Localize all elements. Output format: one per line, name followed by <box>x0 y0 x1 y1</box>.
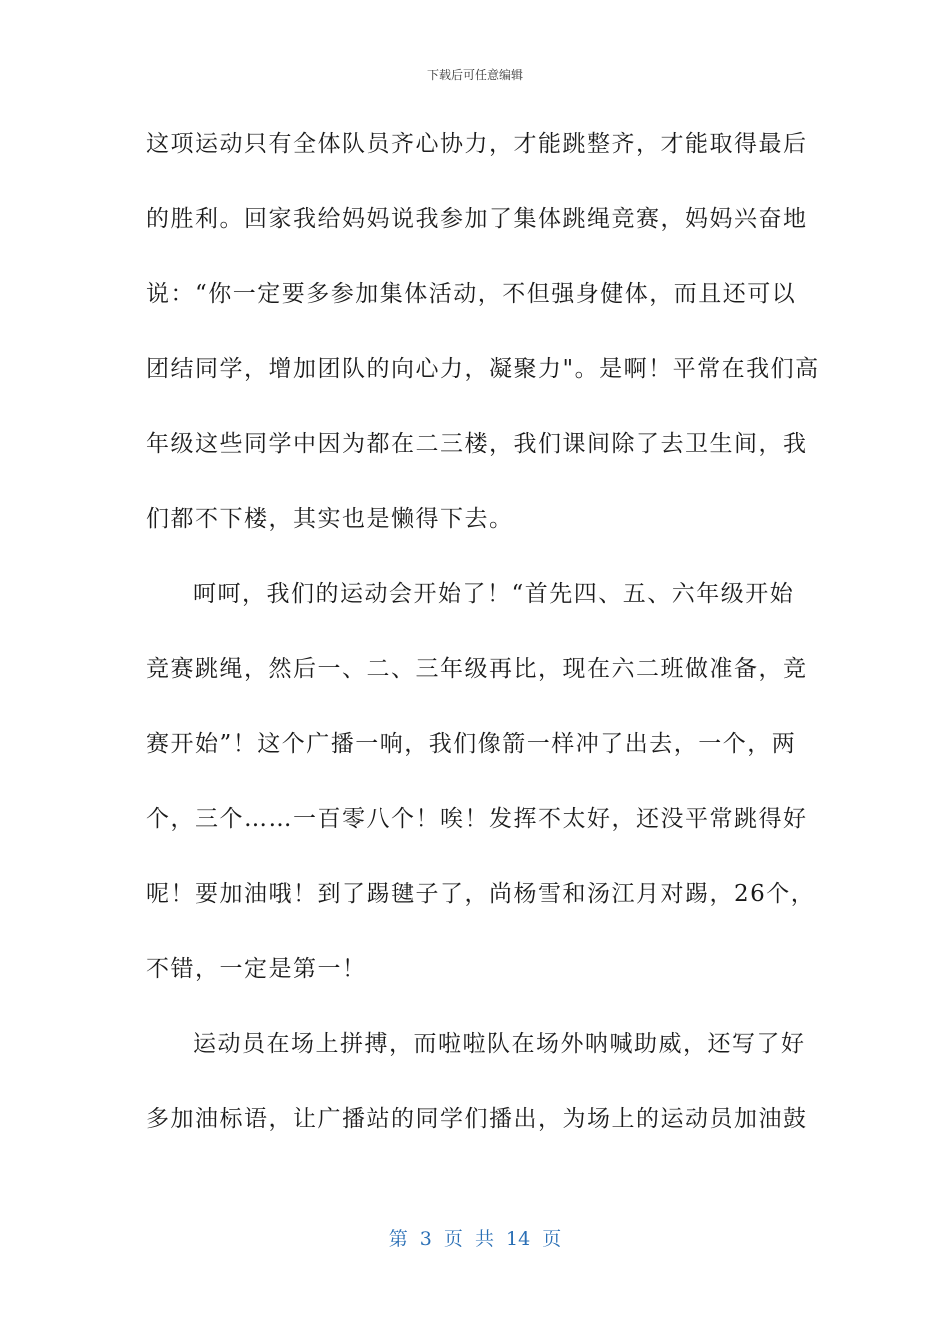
page-number-footer: 第 3 页 共 14 页 <box>388 1228 562 1250</box>
text-line: 说：“你一定要多参加集体活动，不但强身健体，而且还可以 <box>146 281 797 307</box>
text-line: 多加油标语，让广播站的同学们播出，为场上的运动员加油鼓 <box>146 1106 808 1132</box>
text-line: 个，三个……一百零八个！唉！发挥不太好，还没平常跳得好 <box>146 806 808 832</box>
text-line: 这项运动只有全体队员齐心协力，才能跳整齐，才能取得最后 <box>146 131 808 157</box>
text-line: 竞赛跳绳，然后一、二、三年级再比，现在六二班做准备，竞 <box>146 656 808 682</box>
text-line: 团结同学，增加团队的向心力，凝聚力"。是啊！平常在我们高 <box>146 356 820 382</box>
text-line: 年级这些同学中因为都在二三楼，我们课间除了去卫生间，我 <box>146 431 808 457</box>
text-line: 们都不下楼，其实也是懒得下去。 <box>146 506 514 532</box>
paragraph-first-line: 呵呵，我们的运动会开始了！“首先四、五、六年级开始 <box>193 581 795 607</box>
text-line: 不错，一定是第一！ <box>146 956 367 982</box>
text-line: 呢！要加油哦！到了踢毽子了，尚杨雪和汤江月对踢，26个， <box>146 881 816 907</box>
page-header: 下载后可任意编辑 <box>426 68 523 82</box>
document-body <box>146 118 820 1168</box>
paragraph-first-line: 运动员在场上拼搏，而啦啦队在场外呐喊助威，还写了好 <box>193 1031 806 1057</box>
text-line: 赛开始”！这个广播一响，我们像箭一样冲了出去，一个，两 <box>146 731 797 757</box>
text-line: 的胜利。回家我给妈妈说我参加了集体跳绳竞赛，妈妈兴奋地 <box>146 206 808 232</box>
